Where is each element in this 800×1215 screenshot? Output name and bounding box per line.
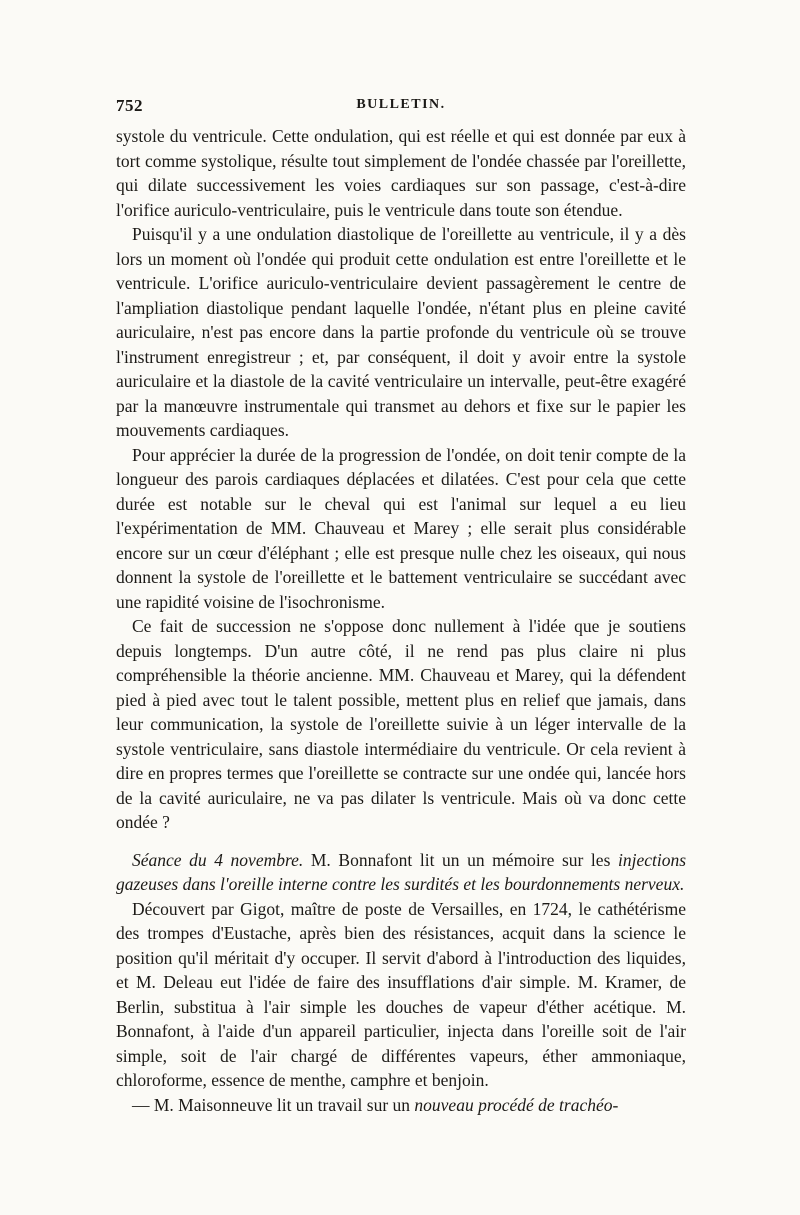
running-head: BULLETIN. xyxy=(356,97,446,112)
seance-paragraph xyxy=(116,848,686,897)
paragraph: systole du ventricule. Cette ondulation, qui est réelle et qui est donnée par eux à tort comme systolique, résulte tout simplement de l'ondée chassée par l'oreillette, qui dilate successivement les voies cardiaques sur son passage, c'est-à-dire l'orifice auriculo-ventriculaire, puis le ventricule dans toute son étendue. xyxy=(116,126,686,220)
seance-title: injections gazeuses dans l'oreille interne contre les surdités et les bourdonnements nerveux. xyxy=(116,849,687,894)
seance-text: M. Bonnafont lit un un mémoire sur les xyxy=(310,849,611,870)
page-header xyxy=(116,96,686,118)
paragraph: Pour apprécier la durée de la progression de l'ondée, on doit tenir compte de la longueur des parois cardiaques déplacées et dilatées. C'est pour cela que cette durée est notable sur le cheval qui est l'animal sur lequel a eu lieu l'expérimentation de MM. Chauveau et Marey ; elle serait plus considérable encore sur un cœur d'éléphant ; elle est presque nulle chez les oiseaux, qui nous donnent la systole de l'oreillette et le battement ventriculaire se succédant avec une rapidité voisine de l'isochronisme. xyxy=(116,444,686,612)
page-number: 752 xyxy=(116,96,143,115)
paragraph: Découvert par Gigot, maître de poste de Versailles, en 1724, le cathétérisme des trompes d'Eustache, après bien des résistances, acquit dans la science le position qu'il méritait d'y occuper. Il servit d'abord à l'introduction des liquides, et M. Deleau eut l'idée de faire des insufflations d'air simple. M. Kramer, de Berlin, substitua à l'air simple les douches de vapeur d'éther acétique. M. Bonnafont, à l'aide d'un appareil particulier, injecta dans l'oreille soit de l'air simple, soit de l'air chargé de différentes vapeurs, éther ammoniaque, chloroforme, essence de menthe, camphre et benjoin. xyxy=(116,898,686,1090)
closing-title: nouveau procédé de trachéo- xyxy=(414,1094,619,1115)
paragraph: Puisqu'il y a une ondulation diastolique de l'oreillette au ventricule, il y a dès lors un moment où l'ondée qui produit cette ondulation est entre l'oreillette et le ventricule. L'orifice auriculo-ventriculaire devient passagèrement le centre de l'ampliation diastolique pendant laquelle l'ondée, n'étant plus en pleine cavité auriculaire, n'est pas encore dans la partie profonde du ventricule où se trouve l'instrument enregistreur ; et, par conséquent, il doit y avoir entre la systole auriculaire et la diastole de la cavité ventriculaire un intervalle, peut-être exagéré par la manœuvre instrumentale qui transmet au dehors et fixe sur le papier les mouvements cardiaques. xyxy=(116,224,686,440)
seance-date: Séance du 4 novembre. xyxy=(132,849,304,870)
body-text xyxy=(116,124,686,1117)
closing-text: — M. Maisonneuve lit un travail sur un xyxy=(132,1094,411,1115)
paragraph: Ce fait de succession ne s'oppose donc nullement à l'idée que je soutiens depuis longtemps. D'un autre côté, il ne rend pas plus claire ni plus compréhensible la théorie ancienne. MM. Chauveau et Marey, qui la défendent pied à pied avec tout le talent possible, mettent plus en relief que jamais, dans leur communication, la systole de l'oreillette suivie à un léger intervalle de la systole ventriculaire, sans diastole intermédiaire du ventricule. Or cela revient à dire en propres termes que l'oreillette se contracte sur une ondée qui, lancée hors de la cavité auriculaire, ne va pas dilater ls ventricule. Mais où va donc cette ondée ? xyxy=(116,616,686,832)
closing-paragraph xyxy=(116,1093,686,1118)
